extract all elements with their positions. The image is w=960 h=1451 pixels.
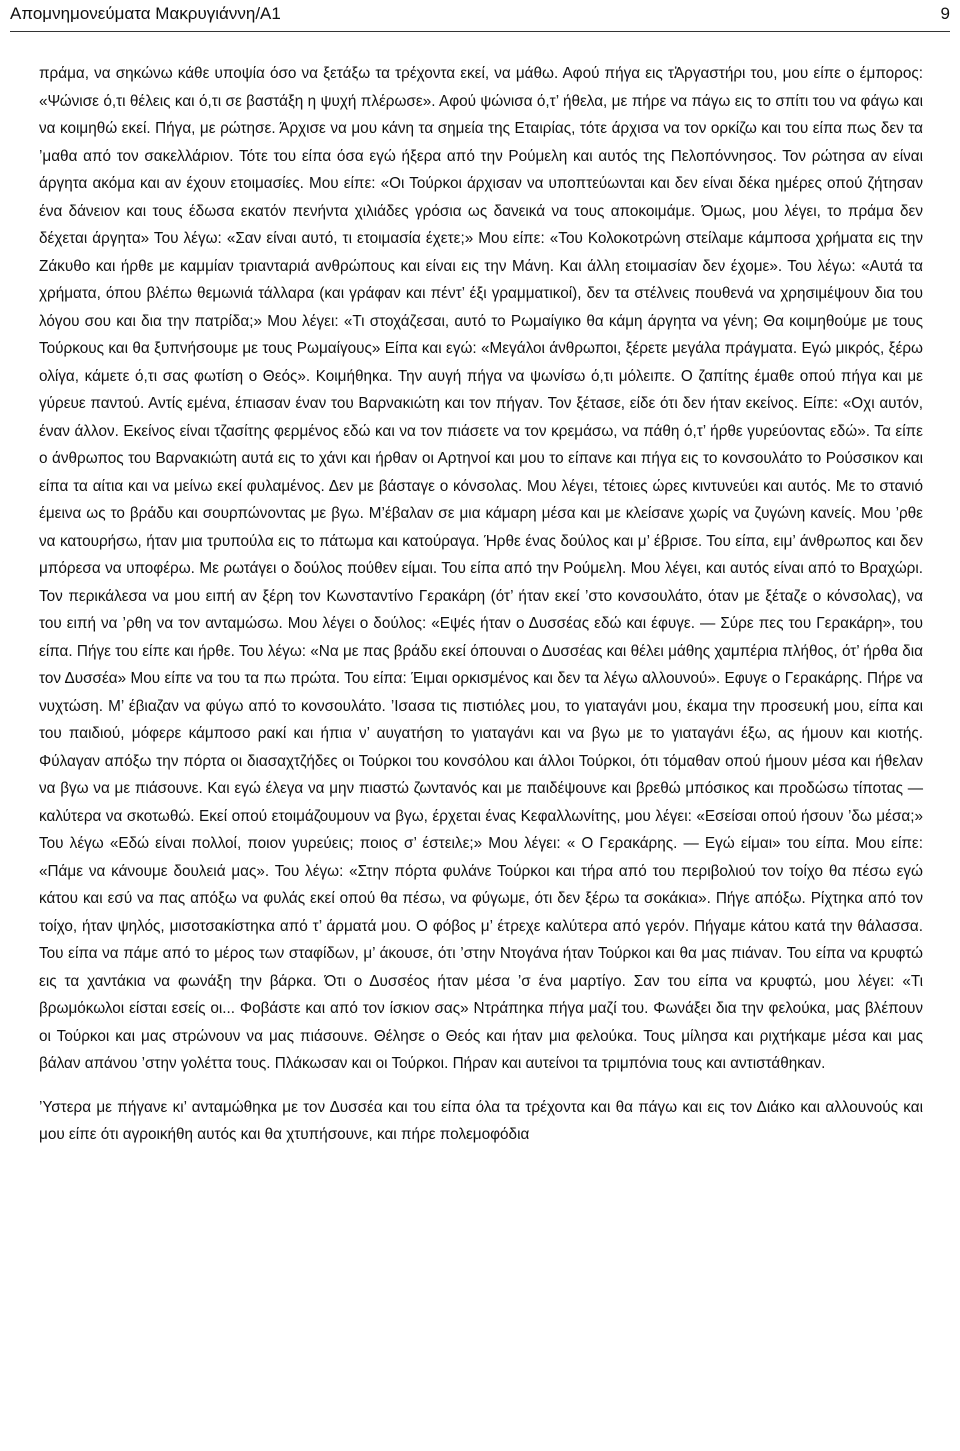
- header-rule: [10, 31, 950, 32]
- paragraph-1: πράμα, να σηκώνω κάθε υποψία όσο να ξετάξω τα τρέχοντα εκεί, να μάθω. Αφού πήγα εις τἈργαστήρι του, μου είπε ο έμπορος: «Ψώνισε ό,τι θέλεις και ό,τι σε βαστάξη η ψυχή πλέρωσε». Αφού ψώνισα ό,τ’ ήθελα, με πήρε να πάγω εις το σπίτι του να φάγω και να κοιμηθώ εκεί. Πήγα, με ρώτησε. Άρχισε να μου κάνη τα σημεία της Εταιρίας, τότε άρχισα να τον ορκίζω και του είπα πως δεν τα ’μαθα από τον σακελλάριον. Τότε του είπα όσα εγώ ήξερα από την Ρούμελη και αυτός της Πελοπόννησος. Τον ρώτησα αν είναι άργητα ακόμα και αν έχουν ετοιμασίες. Μου είπε: «Οι Τούρκοι άρχισαν να υποπτεύωνται και δεν είναι δέκα ημέρες οπού ζήτησαν ένα δάνειον και τους έδωσα εκατόν πενήντα χιλιάδες γρόσια ως δανεικά να τους αποκοιμάμε. Όμως, μου λέγει, το πράμα δεν δέχεται άργητα» Του λέγω: «Σαν είναι αυτό, τι ετοιμασία έχετε;» Μου είπε: «Του Κολοκοτρώνη στείλαμε κάμποσα χρήματα εις την Ζάκυθο και ήρθε με καμμίαν τριανταριά ανθρώπους και είναι εις την Μάνη. Και άλλη ετοιμασίαν δεν έχομε». Του λέγω: «Αυτά τα χρήματα, όπου βλέπω θεμωνιά τάλλαρα (και γράφαν και πέντ’ έξι γραμματικοί), δεν τα στέλνεις πουθενά να χρησιμέψουν δια του λόγου σου και δια την πατρίδα;» Μου λέγει: «Τι στοχάζεσαι, αυτό το Ρωμαίγικο θα κάμη άργητα να γένη; Θα κοιμηθούμε με τους Τούρκους και θα ξυπνήσουμε με τους Ρωμαίγους» Είπα και εγώ: «Μεγάλοι άνθρωποι, ξέρετε μεγάλα πράγματα. Εγώ μικρός, ξέρω ολίγα, κάμετε ό,τι σας φωτίση ο Θεός». Κοιμήθηκα. Την αυγή πήγα να ψωνίσω ό,τι μόλειπε. Ο ζαπίτης έμαθε οπού πήγα και με γύρευε παντού. Αντίς εμένα, έπιασαν έναν του Βαρνακιώτη και τον πήγαν. Τον ξέτασε, είδε ότι δεν ήταν εκείνος. Είπε: «Οχι αυτόν, έναν άλλον. Εκείνος είναι τζασίτης φερμένος εδώ και να τον πιάσετε να τον κρεμάσω, να πάθη ό,τ’ ήρθε γυρεύοντας εδώ». Τα είπε ο άνθρωπος του Βαρνακιώτη αυτά εις το χάνι και ήρθαν οι Αρτηνοί και μου το είπανε και πήγα εις το κονσουλάτο το Ρούσσικον και είπα τα αίτια και να μείνω εκεί φυλαμένος. Δεν με βάσταγε ο κόνσολας. Μου λέγει, τέτοιες ώρες κιντυνεύει και αυτός. Με το στανιό έμεινα ως το βράδυ και σουρπώνοντας με βγω. Μ’έβαλαν σε μια κάμαρη μέσα και με κλείσανε χωρίς να ζυγώνη κανείς. Μου ’ρθε να κατουρήσω, ήταν μια τρυπούλα εις το πάτωμα και κατούραγα. Ήρθε ένας δούλος και μ’ έβρισε. Του είπα, ειμ’ άνθρωπος και δεν μπόρεσα να υποφέρω. Με ρωτάγει ο δούλος πούθεν είμαι. Του είπα από την Ρούμελη. Μου λέγει, και αυτός είναι από το Βραχώρι. Τον περικάλεσα να μου ειπή αν ξέρη τον Κωνσταντίνο Γερακάρη (ότ’ ήταν εκεί ’στο κονσουλάτο, όταν με ξέταζε ο κόνσολας), να του ειπή να ’ρθη να τον ανταμώσω. Μου λέγει ο δούλος: «Εψές ήταν ο Δυσσέας εδώ και έφυγε. — Σύρε πες του Γερακάρη», του είπα. Πήγε του είπε και ήρθε. Του λέγω: «Να με πας βράδυ εκεί όπουναι ο Δυσσέας και θέλει μάθης χαμπέρια πλήθος, ότ’ ήρθα δια τον Δυσσέα» Μου είπε να του τα πω πρώτα. Του είπα: Έιμαι ορκισμένος και δεν τα λέγω αλλουνού». Εφυγε ο Γερακάρης. Πήρε να νυχτώση. Μ’ έβιαζαν να φύγω από το κονσουλάτο. ’Ισασα τις πιστιόλες μου, το γιαταγάνι μου, έκαμα την προσευκή μου, είπα και του παιδιού, μόφερε κάμποσο ρακί και ήπια ν’ αυγατήση το γιαταγάνι και να βγω με το γιαταγάνι έξω, ας ήμουν και κιοτής. Φύλαγαν απόξω την πόρτα οι διασαχτζήδες οι Τούρκοι του κονσόλου και άλλοι Τούρκοι, ότι τόμαθαν οπού ήμουν μέσα και ήθελαν να βγω να με πιάσουνε. Και εγώ έλεγα να μην πιαστώ ζωντανός και με παιδέψουνε και βρεθώ μπόσικος και προδώσω τίποτας — καλύτερα να σκοτωθώ. Εκεί οπού ετοιμάζουμουν να βγω, έρχεται ένας Κεφαλλωνίτης, μου λέγει: «Εσείσαι οπού ήσουν ’δω μέσα;» Του λέγω «Εδώ είναι πολλοί, ποιον γυρεύεις; ποιος σ’ έστειλε;» Μου λέγει: « Ο Γερακάρης. — Εγώ είμαι» του είπα. Μου είπε: «Πάμε να κάνουμε δουλειά μας». Του λέγω: «Στην πόρτα φυλάνε Τούρκοι και τήρα από του περιβολιού τον τοίχο θα πέσω εγώ κάτου και εσύ να πας απόξω να φυλάς εκεί οπού θα πέσω, να φύγωμε, ότι δεν ξέρω τα σοκάκια». Πήγε απόξω. Ρίχτηκα από τον τοίχο, ήταν ψηλός, μισοτσακίστηκα από τ’ άρματά μου. Ο φόβος μ’ έτρεχε καλύτερα από γερόν. Πήγαμε κάτου κατά την θάλασσα. Του είπα να πάμε από το μέρος των σταφίδων, μ’ άκουσε, ότι ’στην Ντογάνα ήταν Τούρκοι και θα μας πιάναν. Του είπα να κρυφτώ εις τα χαντάκια να φωνάξη την βάρκα. Ότι ο Δυσσέος ήταν μέσα ’σ ένα μαρτίγο. Σαν του είπα να κρυφτώ, μου λέγει: «Τι βρωμόκωλοι είσται εσείς οι... Φοβάστε και από τον ίσκιον σας» Ντράπηκα πήγα μαζί του. Φωνάξει δια την φελούκα, μας βλέπουν οι Τούρκοι και μας στρώνουν να μας πιάσουνε. Θέλησε ο Θεός και ήταν μια φελούκα. Τους μίλησα και ριχτήκαμε μέσα και μας βάλαν απάνου ’στην γολέττα τους. Πλάκωσαν και οι Τούρκοι. Πήραν και αυτείνοι τα τριμπόνια τους και αντιστάθηκαν.: [39, 65, 923, 1072]
- paragraph-2: ’Υστερα με πήγανε κι’ ανταμώθηκα με τον Δυσσέα και του είπα όλα τα τρέχοντα και θα πάγω και εις τον Διάκο και αλλουνούς και μου είπε ότι αγροικήθη αυτός και θα χτυπήσουνε, και πήρε πολεμοφόδια: [39, 1098, 923, 1143]
- body-text: [39, 60, 923, 1149]
- page-number: 9: [940, 4, 950, 23]
- header-title: Απομνημονεύματα Μακρυγιάννη/Α1: [10, 4, 281, 23]
- running-header: [10, 2, 950, 26]
